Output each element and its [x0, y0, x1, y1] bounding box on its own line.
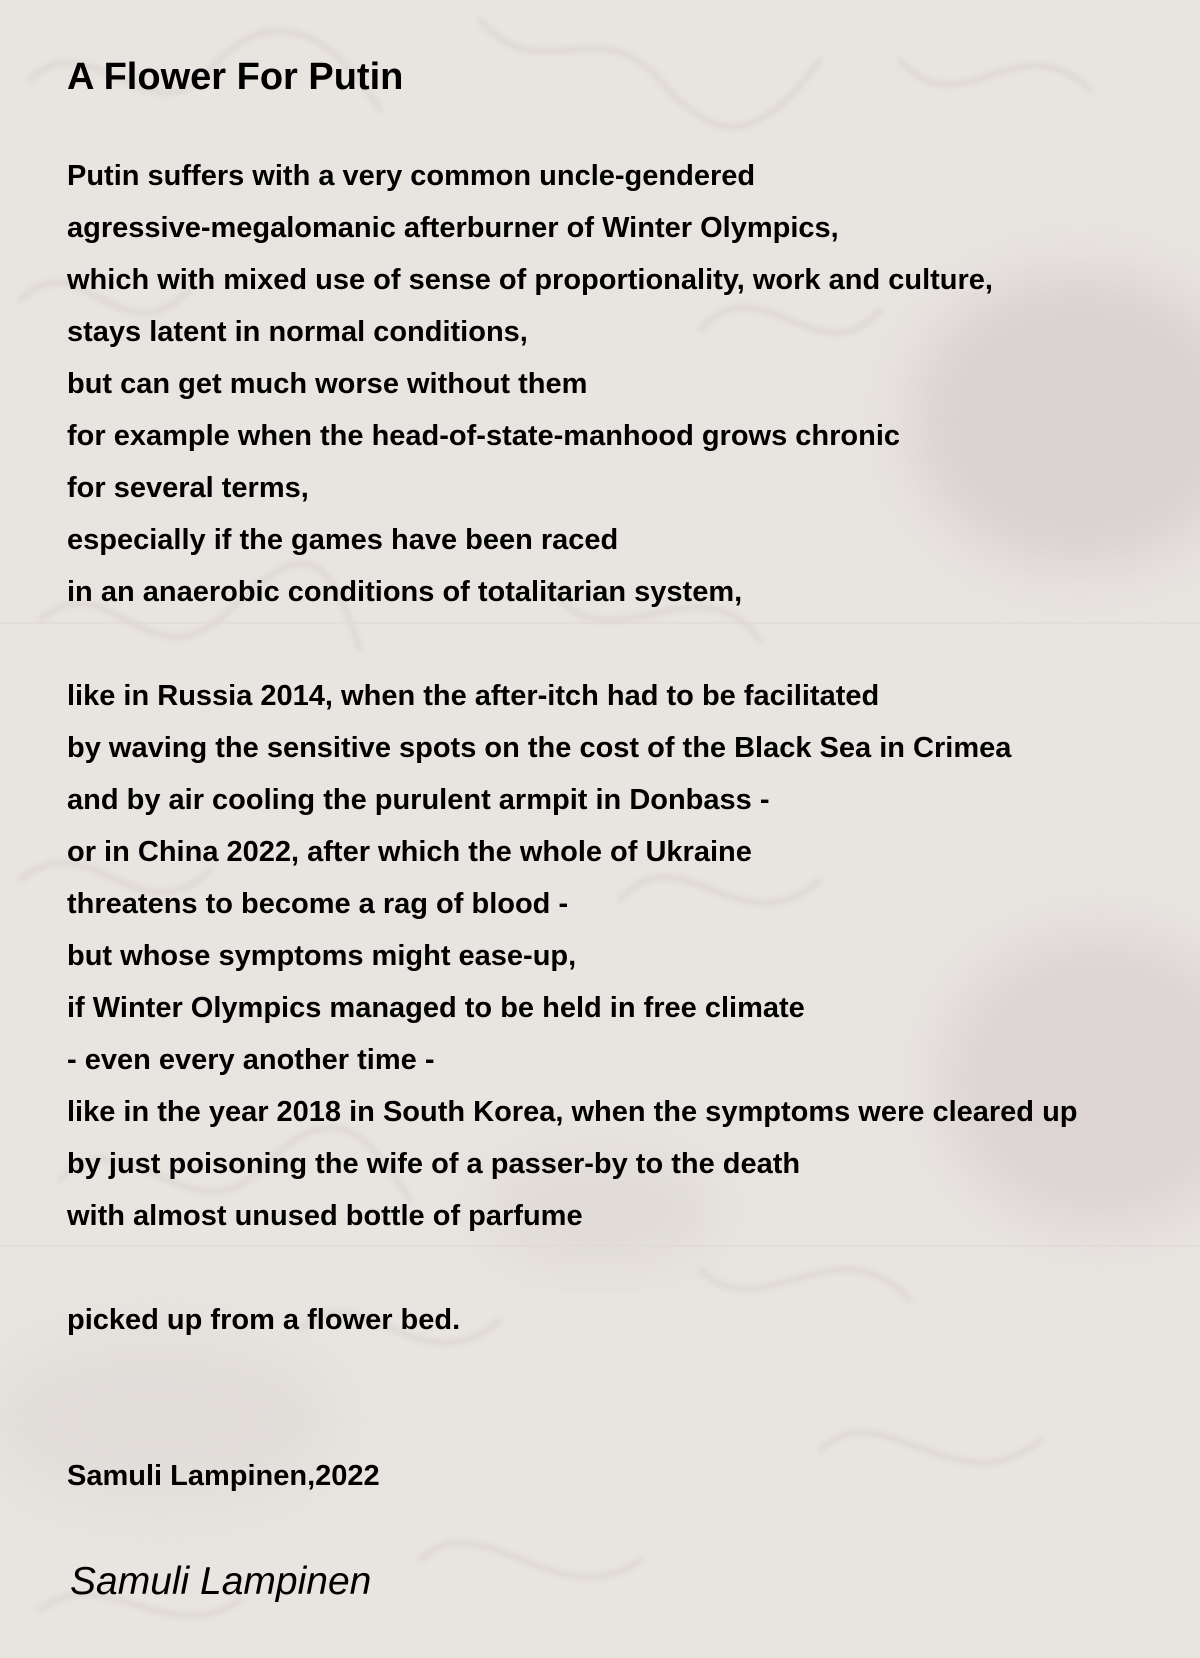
poem-line: but whose symptoms might ease-up,	[67, 940, 577, 972]
poem-line: if Winter Olympics managed to be held in free climate	[67, 992, 805, 1024]
poem-line: by waving the sensitive spots on the cost of the Black Sea in Crimea	[67, 732, 1012, 764]
stanza-break	[67, 618, 1192, 670]
poem-body	[67, 150, 1192, 1502]
author-signature: Samuli Lampinen	[70, 1560, 372, 1603]
poem-line: but can get much worse without them	[67, 368, 588, 400]
poem-line: picked up from a flower bed.	[67, 1304, 461, 1336]
poem-line: Putin suffers with a very common uncle-gendered	[67, 160, 756, 192]
poem-line: stays latent in normal conditions,	[67, 316, 528, 348]
stanza-break	[67, 1346, 1192, 1398]
poem-line: for example when the head-of-state-manhood grows chronic	[67, 420, 901, 452]
poem-line: by just poisoning the wife of a passer-by to the death	[67, 1148, 801, 1180]
poem-line: like in the year 2018 in South Korea, when the symptoms were cleared up	[67, 1096, 1078, 1128]
stanza-break	[67, 1398, 1192, 1450]
poem-line: or in China 2022, after which the whole of Ukraine	[67, 836, 752, 868]
poem-title: A Flower For Putin	[67, 56, 404, 98]
poem-line: like in Russia 2014, when the after-itch had to be facilitated	[67, 680, 880, 712]
poem-line: threatens to become a rag of blood -	[67, 888, 569, 920]
poem-line: and by air cooling the purulent armpit in Donbass -	[67, 784, 770, 816]
poem-line: which with mixed use of sense of proportionality, work and culture,	[67, 264, 993, 296]
stanza-break	[67, 1242, 1192, 1294]
poem-line: especially if the games have been raced	[67, 524, 619, 556]
poem-dedication-line: Samuli Lampinen,2022	[67, 1460, 380, 1492]
poem-line: with almost unused bottle of parfume	[67, 1200, 583, 1232]
poem-line: - even every another time -	[67, 1044, 435, 1076]
poem-line: for several terms,	[67, 472, 309, 504]
poem-line: agressive-megalomanic afterburner of Winter Olympics,	[67, 212, 839, 244]
poem-line: in an anaerobic conditions of totalitarian system,	[67, 576, 743, 608]
